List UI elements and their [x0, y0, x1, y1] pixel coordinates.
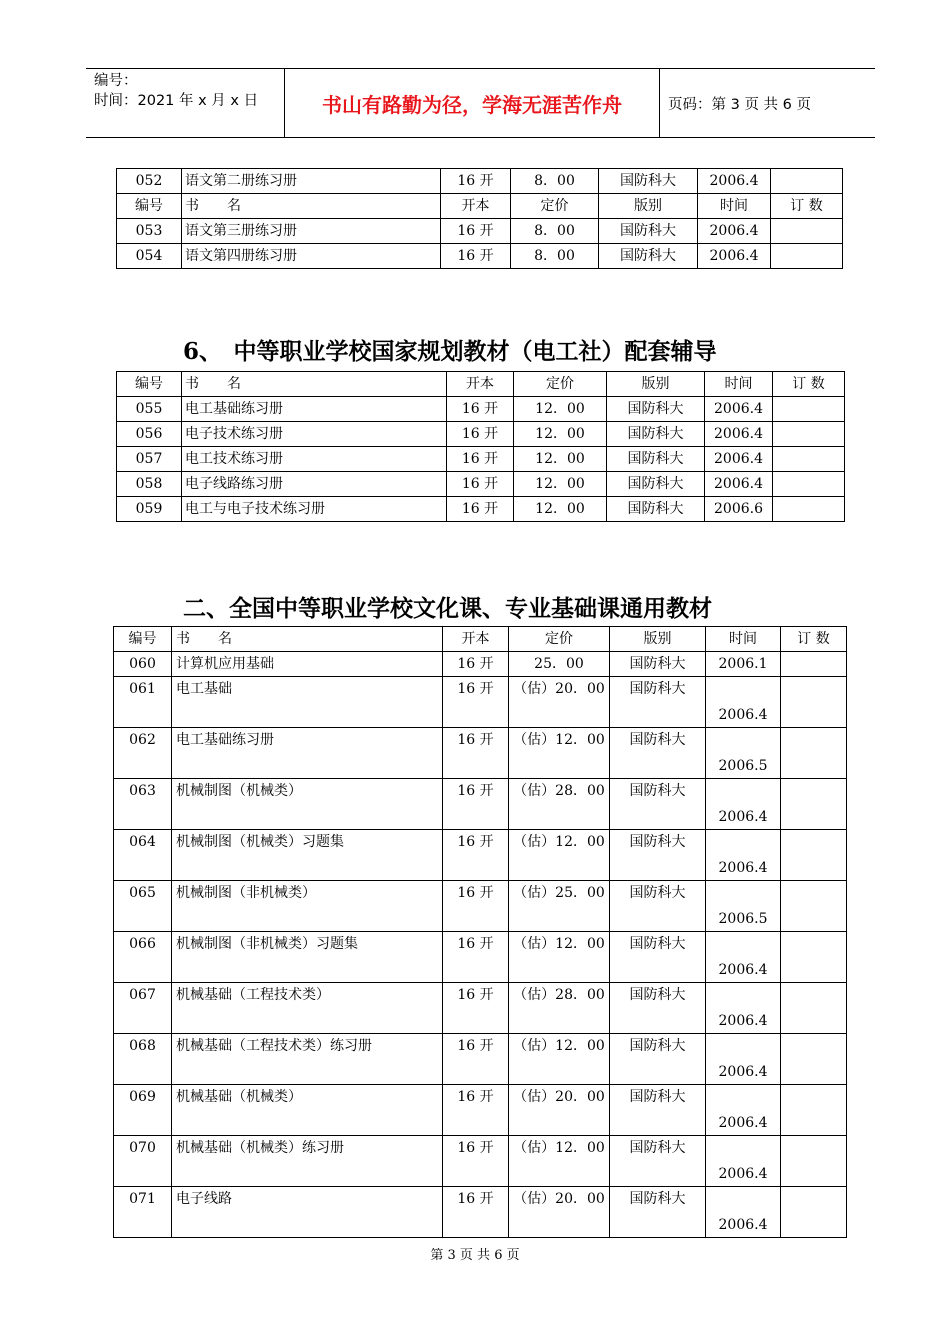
cell-publisher: 国防科大 [607, 497, 705, 522]
column-header: 时间 [705, 372, 773, 397]
cell-order-qty [781, 652, 847, 677]
cell-title: 电工技术练习册 [182, 447, 447, 472]
cell-order-qty [781, 830, 847, 881]
table-row [114, 881, 847, 932]
column-header: 开本 [441, 194, 511, 219]
cell-number: 067 [114, 983, 172, 1034]
cell-format: 16 开 [443, 983, 509, 1034]
table-general-textbooks [113, 626, 847, 1238]
cell-number: 065 [114, 881, 172, 932]
column-header: 时间 [698, 194, 771, 219]
cell-number: 062 [114, 728, 172, 779]
cell-date: 2006.4 [705, 447, 773, 472]
cell-title: 机械基础（工程技术类） [172, 983, 443, 1034]
cell-date: 2006.4 [706, 1187, 781, 1238]
cell-order-qty [771, 219, 843, 244]
cell-format: 16 开 [441, 169, 511, 194]
table-row [114, 652, 847, 677]
table-header-row [117, 372, 845, 397]
cell-publisher: 国防科大 [610, 779, 706, 830]
cell-publisher: 国防科大 [610, 728, 706, 779]
cell-price: （估）20．00 [509, 1187, 610, 1238]
table-row [117, 244, 843, 269]
column-header: 开本 [443, 627, 509, 652]
section-title-2: 二、全国中等职业学校文化课、专业基础课通用教材 [183, 595, 712, 622]
cell-number: 052 [117, 169, 182, 194]
cell-format: 16 开 [447, 497, 514, 522]
cell-order-qty [781, 1187, 847, 1238]
cell-publisher: 国防科大 [599, 219, 698, 244]
cell-title: 电工基础练习册 [172, 728, 443, 779]
cell-price: 12．00 [514, 472, 607, 497]
cell-date: 2006.4 [706, 932, 781, 983]
table-row [114, 830, 847, 881]
cell-title: 电子技术练习册 [182, 422, 447, 447]
cell-number: 064 [114, 830, 172, 881]
column-header: 书 名 [172, 627, 443, 652]
column-header: 版别 [607, 372, 705, 397]
cell-date: 2006.4 [706, 779, 781, 830]
cell-publisher: 国防科大 [607, 472, 705, 497]
cell-date: 2006.4 [705, 397, 773, 422]
section-title-6: 6、 中等职业学校国家规划教材（电工社）配套辅导 [183, 338, 717, 365]
cell-date: 2006.4 [698, 244, 771, 269]
cell-order-qty [773, 422, 845, 447]
cell-date: 2006.5 [706, 881, 781, 932]
page-footer: 第 3 页 共 6 页 [430, 1248, 520, 1263]
table-row [117, 497, 845, 522]
cell-date: 2006.4 [706, 983, 781, 1034]
cell-order-qty [771, 244, 843, 269]
header-date: 时间：2021 年 x 月 x 日 [94, 93, 259, 109]
cell-order-qty [771, 169, 843, 194]
cell-number: 055 [117, 397, 182, 422]
cell-publisher: 国防科大 [610, 932, 706, 983]
cell-format: 16 开 [443, 779, 509, 830]
column-header: 订 数 [773, 372, 845, 397]
cell-order-qty [781, 1136, 847, 1187]
cell-number: 066 [114, 932, 172, 983]
cell-date: 2006.4 [698, 169, 771, 194]
cell-order-qty [781, 728, 847, 779]
column-header: 编号 [117, 372, 182, 397]
table-row [114, 1187, 847, 1238]
cell-title: 电子线路练习册 [182, 472, 447, 497]
table-row [117, 169, 843, 194]
cell-publisher: 国防科大 [610, 1034, 706, 1085]
cell-price: （估）28．00 [509, 983, 610, 1034]
cell-price: 12．00 [514, 447, 607, 472]
cell-order-qty [781, 932, 847, 983]
cell-date: 2006.4 [698, 219, 771, 244]
cell-title: 机械制图（非机械类） [172, 881, 443, 932]
cell-date: 2006.4 [706, 677, 781, 728]
cell-price: 12．00 [514, 422, 607, 447]
column-header: 编号 [114, 627, 172, 652]
cell-price: （估）25．00 [509, 881, 610, 932]
cell-date: 2006.4 [706, 1136, 781, 1187]
table-row [114, 677, 847, 728]
column-header: 订 数 [781, 627, 847, 652]
cell-publisher: 国防科大 [610, 830, 706, 881]
cell-format: 16 开 [443, 1187, 509, 1238]
table-row [114, 779, 847, 830]
table-electrical-guides [116, 371, 845, 522]
cell-title: 电工基础 [172, 677, 443, 728]
cell-title: 机械制图（机械类） [172, 779, 443, 830]
cell-price: （估）20．00 [509, 677, 610, 728]
cell-title: 语文第四册练习册 [182, 244, 441, 269]
table-row [114, 728, 847, 779]
cell-format: 16 开 [443, 728, 509, 779]
cell-order-qty [773, 497, 845, 522]
cell-date: 2006.4 [706, 830, 781, 881]
cell-title: 机械制图（非机械类）习题集 [172, 932, 443, 983]
table-row [117, 397, 845, 422]
cell-price: 8．00 [511, 219, 599, 244]
column-header: 订 数 [771, 194, 843, 219]
cell-title: 机械制图（机械类）习题集 [172, 830, 443, 881]
column-header: 版别 [610, 627, 706, 652]
cell-price: （估）12．00 [509, 1136, 610, 1187]
cell-publisher: 国防科大 [610, 1187, 706, 1238]
cell-number: 057 [117, 447, 182, 472]
cell-order-qty [773, 472, 845, 497]
table-row [114, 983, 847, 1034]
cell-publisher: 国防科大 [610, 1085, 706, 1136]
cell-title: 电工基础练习册 [182, 397, 447, 422]
cell-price: （估）12．00 [509, 932, 610, 983]
cell-format: 16 开 [443, 1085, 509, 1136]
cell-number: 056 [117, 422, 182, 447]
table-header-row [117, 194, 843, 219]
cell-date: 2006.1 [706, 652, 781, 677]
cell-number: 070 [114, 1136, 172, 1187]
cell-price: 8．00 [511, 244, 599, 269]
table-row [117, 472, 845, 497]
cell-publisher: 国防科大 [610, 652, 706, 677]
cell-publisher: 国防科大 [599, 169, 698, 194]
cell-date: 2006.5 [706, 728, 781, 779]
table-row [114, 1136, 847, 1187]
table-row [117, 219, 843, 244]
table-row [114, 1034, 847, 1085]
header-motto: 书山有路勤为径，学海无涯苦作舟 [322, 92, 622, 117]
cell-number: 063 [114, 779, 172, 830]
cell-publisher: 国防科大 [610, 983, 706, 1034]
cell-title: 语文第三册练习册 [182, 219, 441, 244]
cell-publisher: 国防科大 [610, 881, 706, 932]
cell-title: 机械基础（机械类）练习册 [172, 1136, 443, 1187]
column-header: 定价 [509, 627, 610, 652]
cell-publisher: 国防科大 [610, 677, 706, 728]
cell-order-qty [781, 1085, 847, 1136]
cell-format: 16 开 [447, 397, 514, 422]
cell-number: 068 [114, 1034, 172, 1085]
cell-format: 16 开 [441, 219, 511, 244]
cell-number: 060 [114, 652, 172, 677]
cell-publisher: 国防科大 [607, 447, 705, 472]
cell-number: 071 [114, 1187, 172, 1238]
cell-format: 16 开 [443, 881, 509, 932]
cell-date: 2006.6 [705, 497, 773, 522]
cell-price: （估）12．00 [509, 728, 610, 779]
cell-price: 25．00 [509, 652, 610, 677]
column-header: 开本 [447, 372, 514, 397]
header-page-number: 页码：第 3 页 共 6 页 [668, 96, 811, 113]
cell-format: 16 开 [447, 422, 514, 447]
cell-price: （估）20．00 [509, 1085, 610, 1136]
cell-format: 16 开 [443, 932, 509, 983]
table-row [114, 932, 847, 983]
cell-number: 059 [117, 497, 182, 522]
cell-title: 计算机应用基础 [172, 652, 443, 677]
cell-publisher: 国防科大 [599, 244, 698, 269]
cell-date: 2006.4 [706, 1085, 781, 1136]
cell-order-qty [773, 447, 845, 472]
header-meta [94, 71, 284, 111]
column-header: 时间 [706, 627, 781, 652]
cell-order-qty [781, 983, 847, 1034]
cell-number: 069 [114, 1085, 172, 1136]
page-header [86, 68, 875, 138]
column-header: 书 名 [182, 194, 441, 219]
cell-number: 058 [117, 472, 182, 497]
cell-format: 16 开 [443, 1136, 509, 1187]
cell-price: 12．00 [514, 497, 607, 522]
cell-number: 061 [114, 677, 172, 728]
table-header-row [114, 627, 847, 652]
cell-format: 16 开 [443, 1034, 509, 1085]
cell-format: 16 开 [443, 677, 509, 728]
cell-title: 电子线路 [172, 1187, 443, 1238]
table-chinese-workbooks [116, 168, 843, 269]
header-divider [659, 69, 660, 137]
cell-date: 2006.4 [705, 422, 773, 447]
header-number-label: 编号： [94, 73, 138, 89]
column-header: 书 名 [182, 372, 447, 397]
cell-order-qty [781, 1034, 847, 1085]
cell-number: 054 [117, 244, 182, 269]
cell-format: 16 开 [447, 447, 514, 472]
cell-format: 16 开 [441, 244, 511, 269]
cell-date: 2006.4 [706, 1034, 781, 1085]
cell-publisher: 国防科大 [607, 422, 705, 447]
cell-price: 8．00 [511, 169, 599, 194]
column-header: 定价 [511, 194, 599, 219]
cell-price: （估）12．00 [509, 1034, 610, 1085]
table-row [117, 422, 845, 447]
cell-format: 16 开 [443, 652, 509, 677]
cell-title: 语文第二册练习册 [182, 169, 441, 194]
column-header: 定价 [514, 372, 607, 397]
cell-price: （估）12．00 [509, 830, 610, 881]
cell-order-qty [773, 397, 845, 422]
cell-format: 16 开 [443, 830, 509, 881]
cell-order-qty [781, 881, 847, 932]
cell-publisher: 国防科大 [610, 1136, 706, 1187]
column-header: 版别 [599, 194, 698, 219]
cell-order-qty [781, 677, 847, 728]
cell-price: 12．00 [514, 397, 607, 422]
table-row [114, 1085, 847, 1136]
cell-title: 电工与电子技术练习册 [182, 497, 447, 522]
column-header: 编号 [117, 194, 182, 219]
cell-format: 16 开 [447, 472, 514, 497]
cell-date: 2006.4 [705, 472, 773, 497]
cell-title: 机械基础（工程技术类）练习册 [172, 1034, 443, 1085]
cell-title: 机械基础（机械类） [172, 1085, 443, 1136]
cell-number: 053 [117, 219, 182, 244]
cell-price: （估）28．00 [509, 779, 610, 830]
table-row [117, 447, 845, 472]
cell-order-qty [781, 779, 847, 830]
cell-publisher: 国防科大 [607, 397, 705, 422]
